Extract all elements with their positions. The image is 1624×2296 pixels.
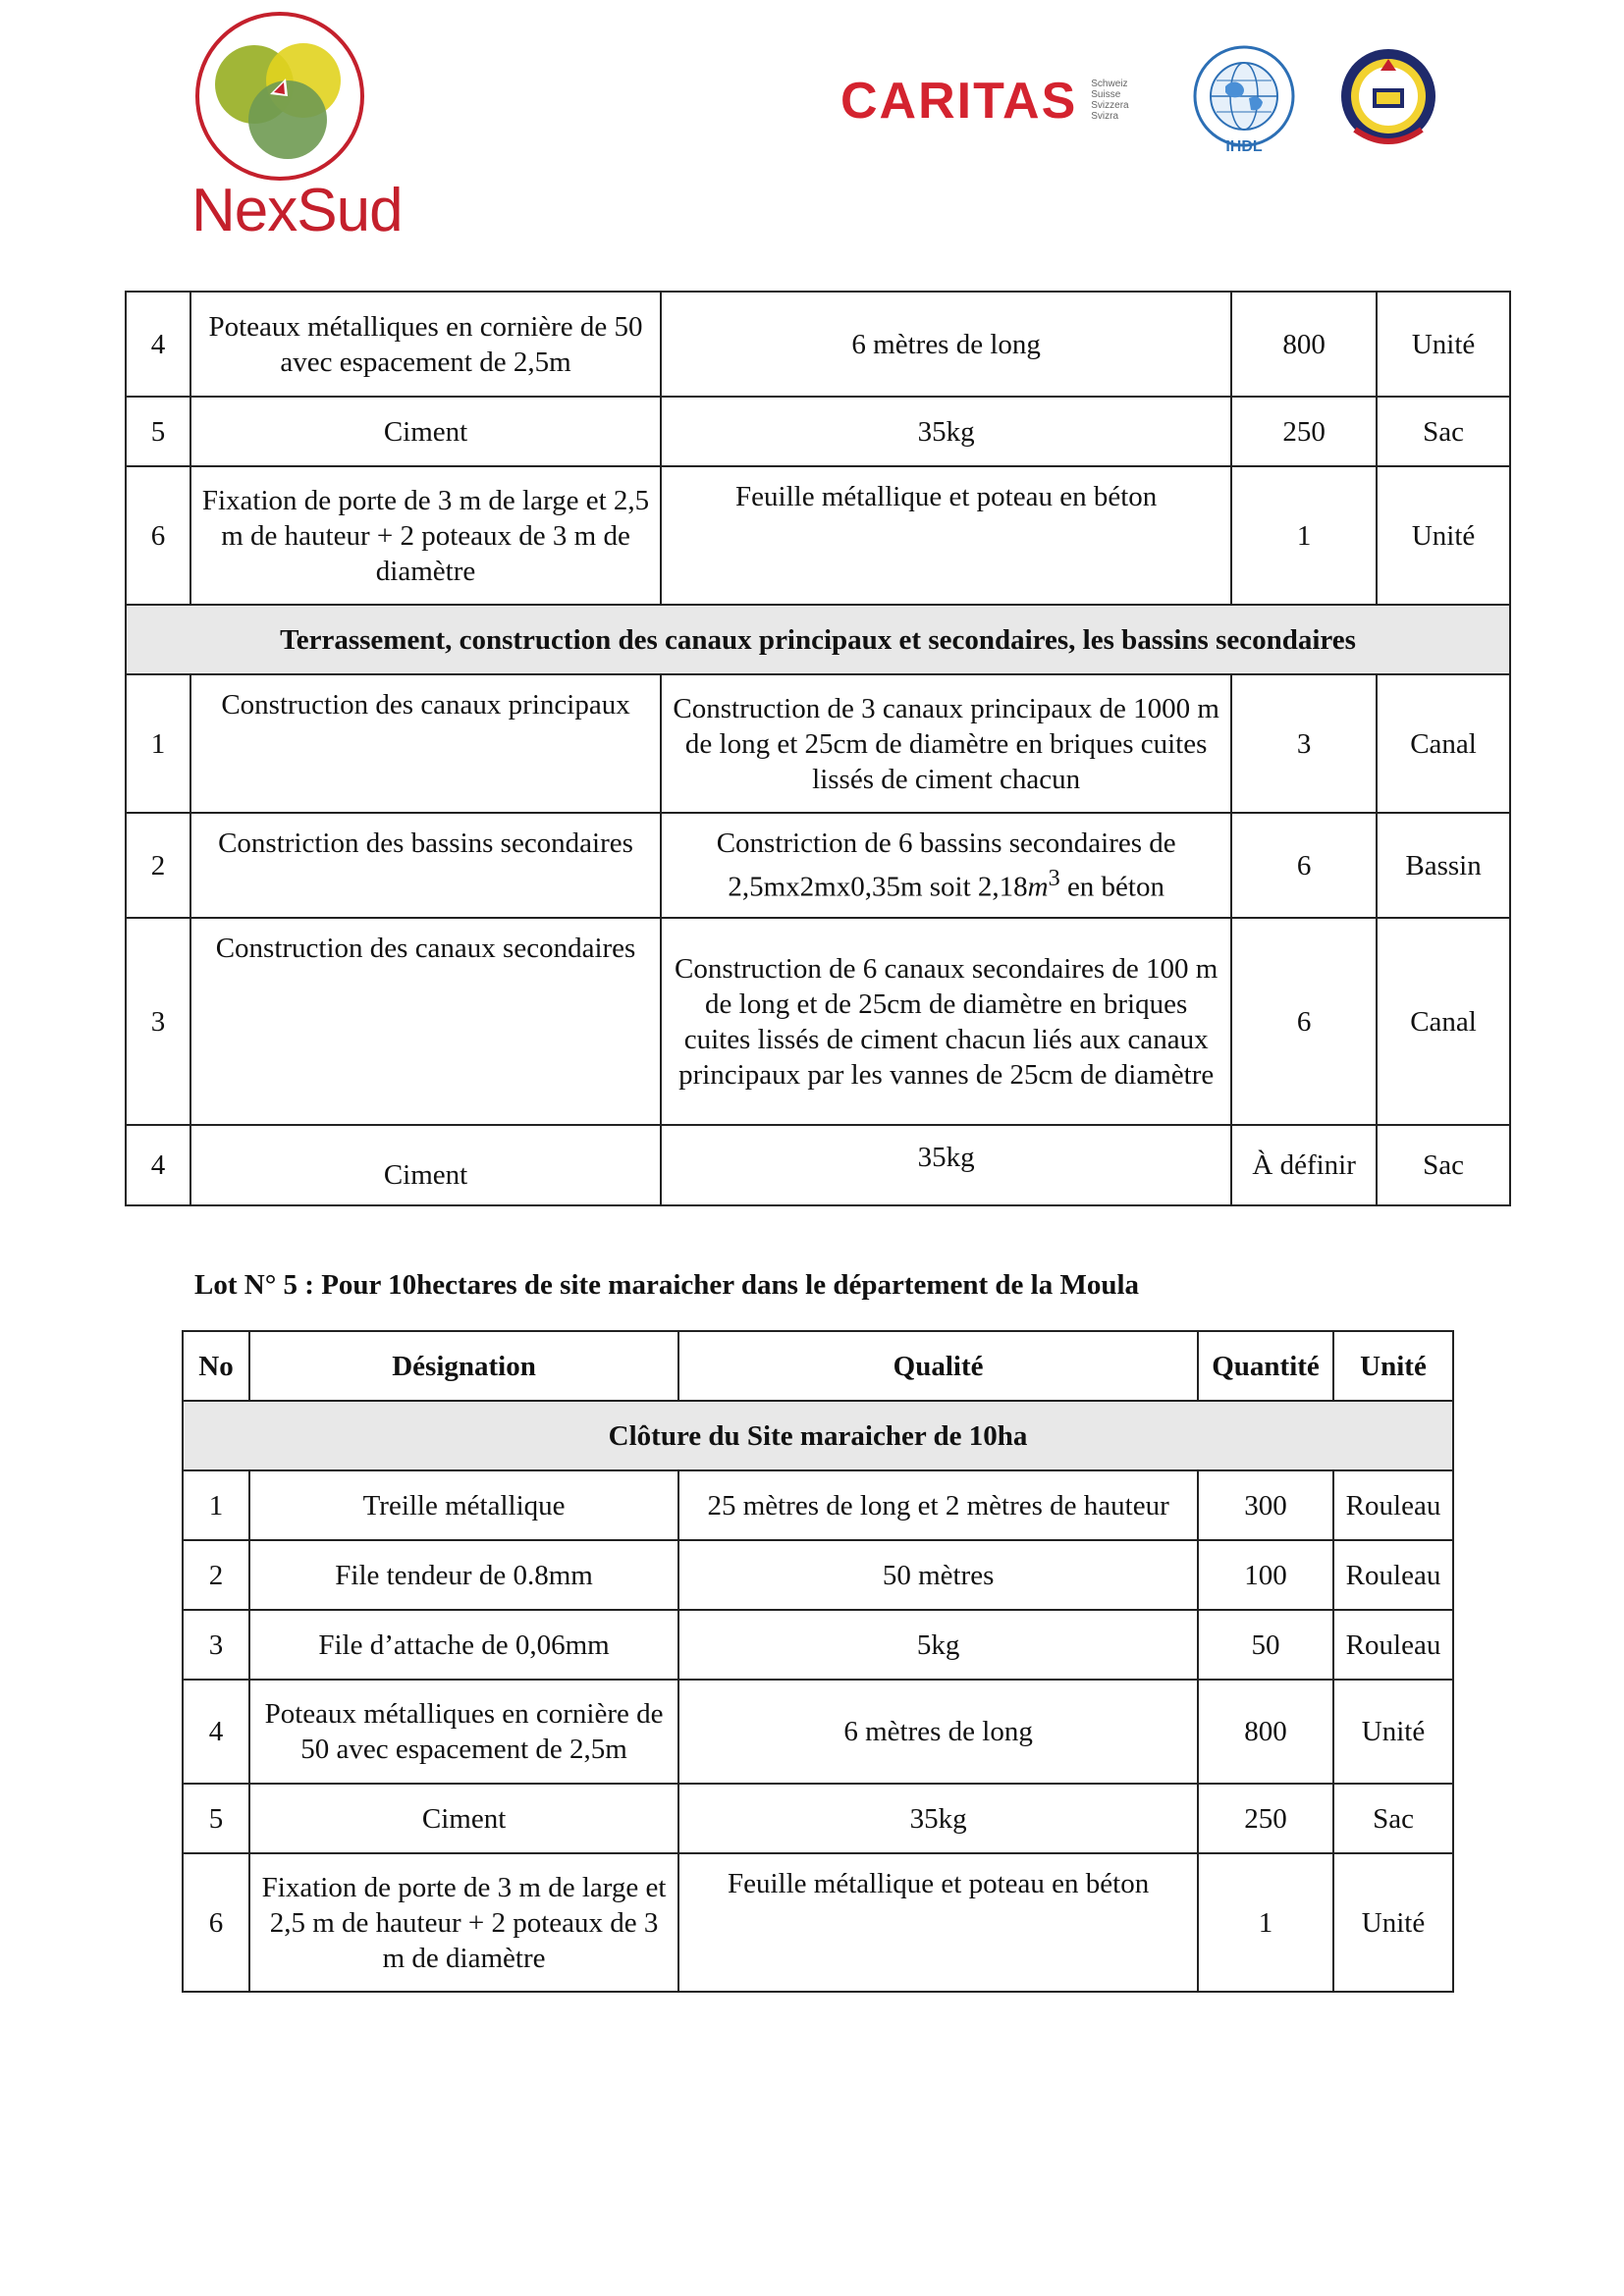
qualite-cell: 6 mètres de long: [661, 292, 1231, 397]
designation-cell: Fixation de porte de 3 m de large et 2,5 m de hauteur + 2 poteaux de 3 m de diamètre: [249, 1853, 678, 1992]
apef-emblem-icon: [1335, 41, 1441, 157]
table-row: [183, 1610, 1453, 1680]
unite-cell: Rouleau: [1333, 1540, 1453, 1610]
unite-cell: Unité: [1377, 466, 1510, 605]
table-header-row: [183, 1331, 1453, 1401]
table-row: [126, 397, 1510, 466]
unite-cell: Sac: [1377, 397, 1510, 466]
caritas-logo-text: CARITAS: [840, 73, 1078, 130]
row-number: 1: [126, 674, 190, 813]
table-row: [126, 918, 1510, 1125]
lot5-materials-table: [182, 1330, 1454, 1993]
table-row: [183, 1680, 1453, 1784]
section-title: Clôture du Site maraicher de 10ha: [183, 1401, 1453, 1470]
designation-cell: Treille métallique: [249, 1470, 678, 1540]
designation-cell: Ciment: [190, 397, 661, 466]
row-number: 4: [183, 1680, 249, 1784]
unite-cell: Canal: [1377, 918, 1510, 1125]
apef-logo: [1335, 41, 1441, 157]
qualite-cell: 35kg: [661, 1125, 1231, 1205]
unite-cell: Unité: [1333, 1853, 1453, 1992]
unite-cell: Rouleau: [1333, 1610, 1453, 1680]
row-number: 6: [183, 1853, 249, 1992]
qualite-cell: Construction de 6 canaux secondaires de 100 m de long et de 25cm de diamètre en briques cuites lissés de ciment chacun liés aux canaux principaux par les vannes de 25cm de diamètre: [661, 918, 1231, 1125]
quantite-cell: 250: [1198, 1784, 1333, 1853]
column-header-quantite: Quantité: [1198, 1331, 1333, 1401]
qualite-cell: Constriction de 6 bassins secondaires de 2,5mx2mx0,35m soit $2,18m^3$ en béton: [661, 813, 1231, 918]
section-header-row: [126, 605, 1510, 674]
quantite-cell: 6: [1231, 813, 1377, 918]
quantite-cell: 800: [1198, 1680, 1333, 1784]
table-row: [183, 1470, 1453, 1540]
quantite-cell: À définir: [1231, 1125, 1377, 1205]
row-number: 6: [126, 466, 190, 605]
column-header-designation: Désignation: [249, 1331, 678, 1401]
column-header-qualite: Qualité: [678, 1331, 1198, 1401]
row-number: 5: [126, 397, 190, 466]
caritas-logo: [840, 67, 1129, 135]
section-title: Terrassement, construction des canaux principaux et secondaires, les bassins secondaires: [126, 605, 1510, 674]
designation-cell: File d’attache de 0,06mm: [249, 1610, 678, 1680]
unite-cell: Sac: [1377, 1125, 1510, 1205]
qualite-cell: Feuille métallique et poteau en béton: [678, 1853, 1198, 1992]
qualite-cell: Construction de 3 canaux principaux de 1000 m de long et 25cm de diamètre en briques cuites lissés de ciment chacun: [661, 674, 1231, 813]
qualite-cell: 35kg: [661, 397, 1231, 466]
quantite-cell: 3: [1231, 674, 1377, 813]
unite-cell: Unité: [1377, 292, 1510, 397]
table-row: [126, 674, 1510, 813]
unite-cell: Sac: [1333, 1784, 1453, 1853]
ihdl-globe-icon: [1190, 39, 1298, 157]
row-number: 3: [126, 918, 190, 1125]
table-row: [126, 466, 1510, 605]
unite-cell: Unité: [1333, 1680, 1453, 1784]
row-number: 1: [183, 1470, 249, 1540]
designation-cell: Constriction des bassins secondaires: [190, 813, 661, 918]
row-number: 4: [126, 1125, 190, 1205]
table-row: [183, 1540, 1453, 1610]
column-header-no: No: [183, 1331, 249, 1401]
qualite-cell: 35kg: [678, 1784, 1198, 1853]
caritas-logo-subtext: Schweiz Suisse Svizzera Svizra: [1091, 79, 1129, 122]
table-row: [126, 292, 1510, 397]
quantite-cell: 1: [1198, 1853, 1333, 1992]
table-row: [183, 1853, 1453, 1992]
ihdl-logo: [1190, 39, 1298, 157]
qualite-cell: 25 mètres de long et 2 mètres de hauteur: [678, 1470, 1198, 1540]
qualite-cell: 50 mètres: [678, 1540, 1198, 1610]
designation-cell: Fixation de porte de 3 m de large et 2,5 m de hauteur + 2 poteaux de 3 m de diamètre: [190, 466, 661, 605]
designation-cell: Poteaux métalliques en cornière de 50 avec espacement de 2,5m: [190, 292, 661, 397]
nexsud-logo: [191, 10, 403, 244]
quantite-cell: 300: [1198, 1470, 1333, 1540]
unite-cell: Canal: [1377, 674, 1510, 813]
nexsud-logo-text: NexSud: [191, 177, 403, 244]
quantite-cell: 1: [1231, 466, 1377, 605]
row-number: 5: [183, 1784, 249, 1853]
designation-cell: Ciment: [190, 1125, 661, 1205]
unite-cell: Bassin: [1377, 813, 1510, 918]
designation-cell: Ciment: [249, 1784, 678, 1853]
section-header-row: [183, 1401, 1453, 1470]
table-row: [126, 1125, 1510, 1205]
table-row: [126, 813, 1510, 918]
quantite-cell: 6: [1231, 918, 1377, 1125]
row-number: 2: [126, 813, 190, 918]
quantite-cell: 800: [1231, 292, 1377, 397]
qualite-cell: 6 mètres de long: [678, 1680, 1198, 1784]
qualite-cell: 5kg: [678, 1610, 1198, 1680]
nexsud-emblem: [191, 10, 368, 182]
row-number: 3: [183, 1610, 249, 1680]
qualite-cell: Feuille métallique et poteau en béton: [661, 466, 1231, 605]
designation-cell: Poteaux métalliques en cornière de 50 avec espacement de 2,5m: [249, 1680, 678, 1784]
row-number: 2: [183, 1540, 249, 1610]
quantite-cell: 250: [1231, 397, 1377, 466]
materials-table-continued: [125, 291, 1511, 1206]
column-header-unite: Unité: [1333, 1331, 1453, 1401]
designation-cell: Construction des canaux secondaires: [190, 918, 661, 1125]
unite-cell: Rouleau: [1333, 1470, 1453, 1540]
quantite-cell: 50: [1198, 1610, 1333, 1680]
designation-cell: File tendeur de 0.8mm: [249, 1540, 678, 1610]
ihdl-logo-text: IHDL: [1225, 138, 1263, 155]
lot5-heading: Lot N° 5 : Pour 10hectares de site maraicher dans le département de la Moula: [194, 1269, 1140, 1301]
quantite-cell: 100: [1198, 1540, 1333, 1610]
row-number: 4: [126, 292, 190, 397]
designation-cell: Construction des canaux principaux: [190, 674, 661, 813]
table-row: [183, 1784, 1453, 1853]
